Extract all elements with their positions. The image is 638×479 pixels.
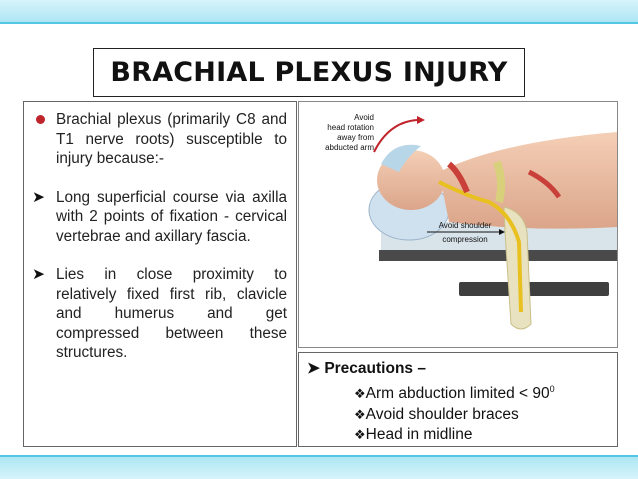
point-3 — [32, 265, 287, 363]
point-1 — [32, 110, 287, 169]
arrow-head-icon — [417, 116, 425, 124]
label-shoulder-2: compression — [442, 235, 488, 244]
positioning-illustration — [298, 101, 618, 348]
red-bullet-icon — [36, 115, 45, 124]
slide-title: BRACHIAL PLEXUS INJURY — [110, 57, 508, 88]
patient-torso — [439, 132, 617, 229]
point-2 — [32, 188, 287, 247]
precautions-heading-text: Precautions – — [324, 360, 426, 377]
label-shoulder-1: Avoid shoulder — [438, 221, 492, 230]
diamond-bullet-icon: ❖ — [354, 386, 366, 402]
label-head-rotation-3: away from — [337, 133, 374, 142]
degree-superscript: 0 — [549, 384, 555, 394]
bottom-accent-band — [0, 457, 638, 479]
point-1-text: Brachial plexus (primarily C8 and T1 nerve roots) susceptible to injury because:- — [56, 111, 287, 167]
precaution-1 — [307, 379, 607, 405]
point-2-text: Long superficial course via axilla with 2 points of fixation - cervical vertebrae and axillary fascia. — [56, 188, 287, 245]
label-head-rotation-2: head rotation — [327, 123, 374, 132]
label-head-rotation-4: abducted arm — [325, 143, 374, 152]
precaution-2-text: Avoid shoulder braces — [365, 405, 519, 423]
precaution-2 — [307, 405, 607, 426]
precaution-3 — [307, 425, 607, 446]
precautions-box — [298, 352, 618, 447]
operating-table — [379, 250, 617, 261]
arrow-bullet-icon: ➤ — [307, 360, 320, 377]
precaution-1-text: Arm abduction limited < 90 — [365, 385, 550, 403]
top-accent-band — [0, 0, 638, 22]
arrow-bullet-icon: ➤ — [32, 266, 45, 283]
diamond-bullet-icon: ❖ — [354, 427, 366, 443]
clavicle-bone — [497, 162, 501, 202]
arrow-bullet-icon: ➤ — [32, 188, 45, 206]
label-head-rotation-1: Avoid — [354, 113, 374, 122]
precautions-heading — [307, 359, 607, 379]
arm-board — [459, 282, 609, 296]
patient-illustration — [299, 102, 617, 347]
top-accent-line — [0, 22, 638, 24]
title-box — [93, 48, 525, 97]
diamond-bullet-icon: ❖ — [354, 406, 366, 422]
left-text-box — [23, 101, 297, 447]
point-3-text: Lies in close proximity to relatively fixed first rib, clavicle and humerus and get compressed between these structures. — [56, 266, 287, 361]
precaution-3-text: Head in midline — [365, 426, 473, 444]
